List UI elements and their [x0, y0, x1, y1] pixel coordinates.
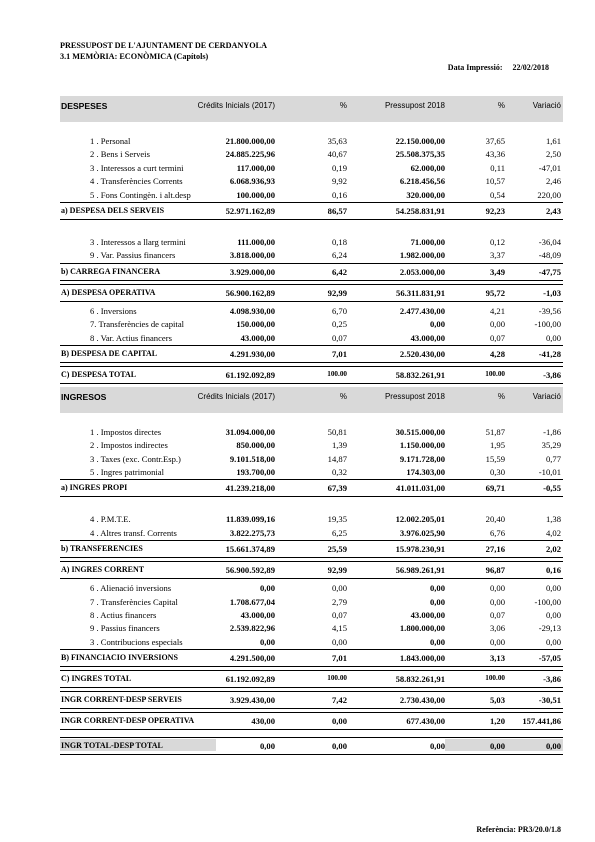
- cell-pct-2018: 3,49: [489, 266, 505, 277]
- cell-credits-2017: 193.700,00: [236, 467, 275, 478]
- cell-pct-2017: 25,59: [327, 544, 347, 555]
- cell-pct-2018: 1,20: [489, 716, 505, 727]
- cell-pct-2017: 19,35: [327, 514, 347, 525]
- cell-pct-2018: 0,12: [489, 236, 505, 247]
- cell-label: 8 . Var. Actius financers: [90, 332, 172, 343]
- cell-credits-2017: 61.192.092,89: [225, 674, 275, 685]
- cell-variation: -41,28: [538, 348, 561, 359]
- cell-budget-2018: 43.000,00: [410, 610, 445, 621]
- cell-credits-2017: 3.818.000,00: [229, 250, 275, 261]
- cell-label: B) DESPESA DE CAPITAL: [61, 348, 158, 358]
- cell-credits-2017: 3.822.275,73: [229, 527, 275, 538]
- cell-budget-2018: 0,00: [429, 319, 445, 330]
- cell-budget-2018: 54.258.831,91: [395, 205, 445, 216]
- cell-budget-2018: 41.011.031,00: [396, 483, 445, 494]
- cell-pct-2017: 0,25: [331, 319, 347, 330]
- cell-budget-2018: 0,00: [429, 596, 445, 607]
- line-item: [60, 426, 563, 439]
- cell-label: 3 . Interessos a llarg termini: [90, 236, 186, 247]
- cell-budget-2018: 0,00: [429, 741, 445, 752]
- cell-pct-2017: 0,16: [331, 189, 347, 200]
- cell-budget-2018: 0,00: [429, 636, 445, 647]
- cell-pct-2018: 0,00: [489, 319, 505, 330]
- cell-pct-2017: 0,00: [331, 583, 347, 594]
- cell-pct-2018: 1,95: [489, 440, 505, 451]
- cell-credits-2017: 6.068.936,93: [229, 176, 275, 187]
- cell-variation: 2,50: [545, 149, 561, 160]
- cell-label: 8 . Actius financers: [90, 610, 157, 621]
- cell-budget-2018: 15.978.230,91: [395, 544, 445, 555]
- cell-pct-2018: 0,00: [489, 636, 505, 647]
- cell-label: 4 . P.M.T.E.: [90, 514, 131, 525]
- cell-variation: 0,00: [545, 636, 561, 647]
- cell-pct-2017: 50,81: [327, 426, 347, 437]
- line-item: [60, 513, 563, 526]
- cell-pct-2018: 6,76: [489, 527, 505, 538]
- cell-variation: -39,56: [538, 305, 561, 316]
- title-line-2: 3.1 MEMÒRIA: ECONÒMICA (Capítols): [60, 52, 209, 61]
- cell-label: 4 . Altres transf. Corrents: [90, 527, 177, 538]
- cell-budget-2018: 2.520.430,00: [399, 348, 445, 359]
- cell-budget-2018: 62.000,00: [410, 162, 445, 173]
- cell-variation: 2,43: [545, 205, 561, 216]
- cell-budget-2018: 174.303,00: [406, 467, 445, 478]
- cell-credits-2017: 21.800.000,00: [225, 136, 275, 146]
- cell-label: 2 . Impostos indirectes: [90, 440, 168, 451]
- cell-budget-2018: 71.000,00: [410, 236, 445, 247]
- line-item: [60, 236, 563, 249]
- cell-credits-2017: 61.192.092,89: [225, 369, 275, 380]
- cell-budget-2018: 1.150.000,00: [399, 440, 445, 451]
- cell-pct-2018: 15,59: [485, 453, 505, 464]
- cell-credits-2017: 4.098.930,00: [229, 305, 275, 316]
- cell-variation: -48,09: [538, 250, 561, 261]
- line-item: [60, 305, 563, 318]
- section-header-ingressos: [60, 387, 563, 413]
- cell-budget-2018: 56.311.831,91: [396, 287, 445, 298]
- cell-budget-2018: Pressupost 2018: [384, 391, 445, 401]
- cell-credits-2017: 56.900.592,89: [225, 565, 275, 576]
- cell-budget-2018: 9.171.728,00: [399, 453, 445, 464]
- cell-pct-2017: 1,39: [331, 440, 347, 451]
- cell-variation: 157.441,86: [522, 716, 561, 727]
- cell-label: 9 . Passius financers: [90, 623, 160, 634]
- cell-pct-2017: 9,92: [331, 176, 347, 187]
- row-spacer: [60, 223, 563, 236]
- cell-label: A) INGRES CORRENT: [61, 565, 145, 575]
- cell-credits-2017: 0,00: [259, 741, 275, 752]
- line-item: [60, 135, 563, 148]
- cell-variation: Variació: [532, 391, 561, 401]
- cell-label: 7 . Transferències Capital: [90, 596, 178, 607]
- cell-pct-2018: 0,00: [489, 583, 505, 594]
- cell-variation: 0,00: [545, 741, 561, 752]
- cell-pct-2017: 6,70: [331, 305, 347, 316]
- cell-pct-2017: 100.00: [327, 369, 347, 378]
- cell-label: b) CARREGA FINANCERA: [61, 266, 161, 276]
- cell-pct-2018: 3,37: [489, 250, 505, 261]
- cell-credits-2017: Crédits Inicials (2017): [197, 101, 275, 110]
- cell-pct-2017: 6,24: [331, 250, 347, 261]
- cell-variation: -0,55: [543, 483, 561, 494]
- cell-pct-2018: 4,21: [489, 305, 505, 316]
- cell-credits-2017: 24.885.225,96: [225, 149, 275, 160]
- grand-total: [60, 366, 563, 384]
- subtotal-a: [60, 202, 563, 220]
- cell-pct-2018: 5,03: [489, 695, 505, 706]
- cell-variation: -57,05: [538, 653, 561, 664]
- cell-credits-2017: 2.539.822,96: [229, 623, 275, 634]
- cell-pct-2018: 96,87: [485, 565, 505, 576]
- cell-credits-2017: 43.000,00: [240, 610, 275, 621]
- cell-pct-2017: 7,01: [331, 348, 347, 359]
- cell-credits-2017: 43.000,00: [240, 332, 275, 343]
- line-item: [60, 596, 563, 609]
- cell-credits-2017: 100.000,00: [236, 189, 275, 200]
- cell-credits-2017: 31.094.000,00: [225, 426, 275, 437]
- cell-budget-2018: 0,00: [429, 583, 445, 594]
- total-capital: [60, 649, 563, 667]
- cell-pct-2018: 43,36: [485, 149, 505, 160]
- cell-pct-2018: 0,30: [489, 467, 505, 478]
- line-item: [60, 175, 563, 188]
- cell-label: 6 . Alienació inversions: [90, 583, 172, 594]
- cell-pct-2017: 0,18: [331, 236, 347, 247]
- cell-label: 2 . Bens i Serveis: [90, 149, 150, 160]
- total-capital: [60, 345, 563, 363]
- cell-label: a) INGRES PROPI: [61, 483, 128, 493]
- cell-label: 7. Transferències de capital: [90, 319, 185, 330]
- line-item: [60, 162, 563, 175]
- cell-variation: 220,00: [537, 189, 561, 200]
- cell-pct-2018: 37,65: [485, 136, 505, 146]
- cell-pct-2018: 69,71: [485, 483, 505, 494]
- cell-pct-2017: 0,00: [331, 716, 347, 727]
- cell-label: 3 . Contribucions especials: [90, 636, 183, 647]
- cell-variation: -47,01: [538, 162, 561, 173]
- cell-pct-2017: 67,39: [327, 483, 347, 494]
- cell-label: a) DESPESA DELS SERVEIS: [61, 205, 165, 215]
- cell-variation: Variació: [532, 101, 561, 110]
- cell-variation: -29,13: [538, 623, 561, 634]
- cell-credits-2017: Crédits Inicials (2017): [197, 391, 275, 401]
- cell-pct-2017: 7,42: [331, 695, 347, 706]
- cell-pct-2018: 100.00: [485, 369, 505, 378]
- cell-variation: -100,00: [534, 596, 561, 607]
- cell-pct-2017: 14,87: [327, 453, 347, 464]
- line-item: [60, 582, 563, 595]
- cell-budget-2018: 2.730.430,00: [399, 695, 445, 706]
- cell-credits-2017: 3.929.430,00: [229, 695, 275, 706]
- subtotal-b: [60, 263, 563, 281]
- line-item: [60, 622, 563, 635]
- cell-variation: -3,86: [543, 369, 561, 380]
- cell-variation: -10,01: [538, 467, 561, 478]
- cell-pct-2017: 0,19: [331, 162, 347, 173]
- cell-pct-2018: 0,00: [489, 596, 505, 607]
- cell-credits-2017: 1.708.677,04: [229, 596, 275, 607]
- summary-operativa: [60, 712, 563, 730]
- cell-budget-2018: 677.430,00: [406, 716, 445, 727]
- cell-budget-2018: 25.508.375,35: [395, 149, 445, 160]
- cell-label: A) DESPESA OPERATIVA: [61, 287, 156, 297]
- cell-variation: 1,38: [545, 514, 561, 525]
- total-operating: [60, 561, 563, 579]
- cell-credits-2017: 4.291.500,00: [229, 653, 275, 664]
- line-item: [60, 148, 563, 161]
- cell-variation: -100,00: [534, 319, 561, 330]
- cell-label: 1 . Personal: [90, 136, 131, 146]
- cell-budget-2018: 58.832.261,91: [395, 674, 445, 685]
- cell-budget-2018: 58.832.261,91: [395, 369, 445, 380]
- cell-credits-2017: 15.661.374,89: [225, 544, 275, 555]
- row-spacer: [60, 122, 563, 135]
- cell-label: INGR CORRENT-DESP SERVEIS: [61, 695, 182, 705]
- title-line-1: PRESSUPOST DE L'AJUNTAMENT DE CERDANYOLA: [60, 41, 267, 50]
- cell-pct-2017: 0,32: [331, 467, 347, 478]
- cell-budget-2018: 1.800.000,00: [399, 623, 445, 634]
- cell-variation: 1,61: [545, 136, 561, 146]
- cell-budget-2018: Pressupost 2018: [384, 101, 445, 110]
- cell-pct-2018: 0,07: [489, 610, 505, 621]
- cell-budget-2018: 1.843.000,00: [399, 653, 445, 664]
- cell-credits-2017: 430,00: [251, 716, 275, 727]
- cell-variation: 0,16: [545, 565, 561, 576]
- cell-pct-2017: 0,07: [331, 332, 347, 343]
- cell-pct-2018: 92,23: [485, 205, 505, 216]
- cell-pct-2017: 40,67: [327, 149, 347, 160]
- cell-budget-2018: 3.976.025,90: [399, 527, 445, 538]
- cell-variation: -30,51: [538, 695, 561, 706]
- budget-table: [60, 96, 563, 758]
- cell-pct-2018: %: [497, 391, 505, 401]
- cell-credits-2017: 3.929.000,00: [229, 266, 275, 277]
- cell-budget-2018: 2.053.000,00: [399, 266, 445, 277]
- cell-pct-2018: 95,72: [485, 287, 505, 298]
- section-header-despeses: [60, 96, 563, 122]
- cell-budget-2018: 6.218.456,56: [399, 176, 445, 187]
- cell-variation: 0,77: [545, 453, 561, 464]
- cell-pct-2017: 92,99: [327, 287, 347, 298]
- cell-label: 4 . Transferències Corrents: [90, 176, 183, 187]
- cell-credits-2017: 11.839.099,16: [226, 514, 275, 525]
- cell-pct-2017: 100.00: [327, 674, 347, 683]
- cell-pct-2018: 0,00: [489, 741, 505, 752]
- cell-pct-2018: 0,07: [489, 332, 505, 343]
- line-item: [60, 453, 563, 466]
- cell-pct-2017: 4,15: [331, 623, 347, 634]
- cell-pct-2017: 7,01: [331, 653, 347, 664]
- print-date: [448, 63, 549, 72]
- cell-budget-2018: 56.989.261,91: [395, 565, 445, 576]
- print-date-value: 22/02/2018: [512, 63, 549, 72]
- summary-total: [60, 737, 563, 755]
- cell-pct-2018: 0,11: [490, 162, 505, 173]
- cell-variation: 0,00: [545, 583, 561, 594]
- cell-label: 9 . Var. Passius financers: [90, 250, 176, 261]
- line-item: [60, 609, 563, 622]
- cell-variation: 35,29: [541, 440, 561, 451]
- cell-label: C) DESPESA TOTAL: [61, 369, 137, 379]
- line-item: [60, 636, 563, 649]
- cell-label: INGRESOS: [61, 391, 107, 402]
- line-item: [60, 318, 563, 331]
- report-title: [60, 40, 267, 62]
- cell-pct-2018: 27,16: [485, 544, 505, 555]
- cell-pct-2017: 6,42: [331, 266, 347, 277]
- cell-pct-2017: %: [339, 101, 347, 110]
- cell-credits-2017: 52.971.162,89: [225, 205, 275, 216]
- summary-serveis: [60, 691, 563, 709]
- line-item: [60, 332, 563, 345]
- cell-pct-2017: 2,79: [331, 596, 347, 607]
- cell-label: 6 . Inversions: [90, 305, 137, 316]
- cell-credits-2017: 111.000,00: [237, 236, 275, 247]
- cell-budget-2018: 43.000,00: [410, 332, 445, 343]
- cell-pct-2017: 0,07: [331, 610, 347, 621]
- cell-variation: -36,04: [538, 236, 561, 247]
- cell-pct-2017: 0,00: [331, 741, 347, 752]
- print-date-label: Data Impressió:: [447, 63, 503, 72]
- line-item: [60, 527, 563, 540]
- cell-pct-2017: 0,00: [331, 636, 347, 647]
- subtotal-a: [60, 479, 563, 497]
- cell-credits-2017: 117.000,00: [236, 162, 275, 173]
- cell-credits-2017: 850.000,00: [236, 440, 275, 451]
- cell-pct-2017: 6,25: [331, 527, 347, 538]
- cell-label: 3 . Taxes (exc. Contr.Esp.): [90, 453, 181, 464]
- cell-credits-2017: 56.900.162,89: [225, 287, 275, 298]
- cell-pct-2018: 0,54: [489, 189, 505, 200]
- cell-pct-2018: 3,13: [489, 653, 505, 664]
- cell-variation: 0,00: [545, 332, 561, 343]
- cell-label: b) TRANSFERENCIES: [61, 544, 143, 554]
- cell-label: 5 . Ingres patrimonial: [90, 467, 164, 478]
- cell-pct-2017: %: [339, 391, 347, 401]
- cell-credits-2017: 0,00: [259, 583, 275, 594]
- cell-variation: 0,00: [545, 610, 561, 621]
- cell-pct-2018: 4,28: [489, 348, 505, 359]
- cell-label: C) INGRES TOTAL: [61, 674, 132, 684]
- cell-label: INGR CORRENT-DESP OPERATIVA: [61, 716, 195, 726]
- cell-pct-2017: 35,63: [327, 136, 347, 146]
- row-spacer: [60, 500, 563, 513]
- grand-total: [60, 670, 563, 688]
- cell-label: 3 . Interessos a curt termini: [90, 162, 184, 173]
- cell-budget-2018: 320.000,00: [406, 189, 445, 200]
- cell-credits-2017: 9.101.518,00: [229, 453, 275, 464]
- row-spacer: [60, 413, 563, 426]
- cell-credits-2017: 0,00: [259, 636, 275, 647]
- line-item: [60, 189, 563, 202]
- cell-pct-2017: 86,57: [327, 205, 347, 216]
- cell-variation: -1,86: [543, 426, 561, 437]
- cell-variation: -47,75: [538, 266, 561, 277]
- cell-budget-2018: 12.002.205,01: [395, 514, 445, 525]
- cell-variation: -3,86: [543, 674, 561, 685]
- line-item: [60, 249, 563, 262]
- cell-credits-2017: 4.291.930,00: [229, 348, 275, 359]
- cell-variation: 2,02: [545, 544, 561, 555]
- cell-pct-2017: 92,99: [327, 565, 347, 576]
- cell-variation: 2,46: [545, 176, 561, 187]
- cell-budget-2018: 1.982.000,00: [399, 250, 445, 261]
- cell-budget-2018: 22.150.000,00: [395, 136, 445, 146]
- cell-credits-2017: 150.000,00: [236, 319, 275, 330]
- cell-pct-2018: 3,06: [489, 623, 505, 634]
- reference-code: Referència: PR3/20.0/1.8: [476, 825, 561, 834]
- line-item: [60, 439, 563, 452]
- cell-label: DESPESES: [61, 101, 108, 111]
- cell-label: B) FINANCIACIO INVERSIONS: [61, 653, 178, 663]
- cell-variation: -1,03: [543, 287, 561, 298]
- cell-credits-2017: 41.239.218,00: [225, 483, 275, 494]
- subtotal-b: [60, 540, 563, 558]
- cell-pct-2018: 51,87: [485, 426, 505, 437]
- cell-pct-2018: 10,57: [485, 176, 505, 187]
- cell-label: 1 . Impostos directes: [90, 426, 162, 437]
- cell-pct-2018: %: [497, 101, 505, 110]
- cell-budget-2018: 30.515.000,00: [395, 426, 445, 437]
- cell-variation: 4,02: [545, 527, 561, 538]
- total-operating: [60, 284, 563, 302]
- cell-label: INGR TOTAL-DESP TOTAL: [61, 741, 163, 751]
- cell-budget-2018: 2.477.430,00: [399, 305, 445, 316]
- cell-pct-2018: 100.00: [485, 674, 505, 683]
- line-item: [60, 466, 563, 479]
- cell-pct-2018: 20,40: [485, 514, 505, 525]
- cell-label: 5 . Fons Contingèn. i alt.desp: [90, 189, 191, 200]
